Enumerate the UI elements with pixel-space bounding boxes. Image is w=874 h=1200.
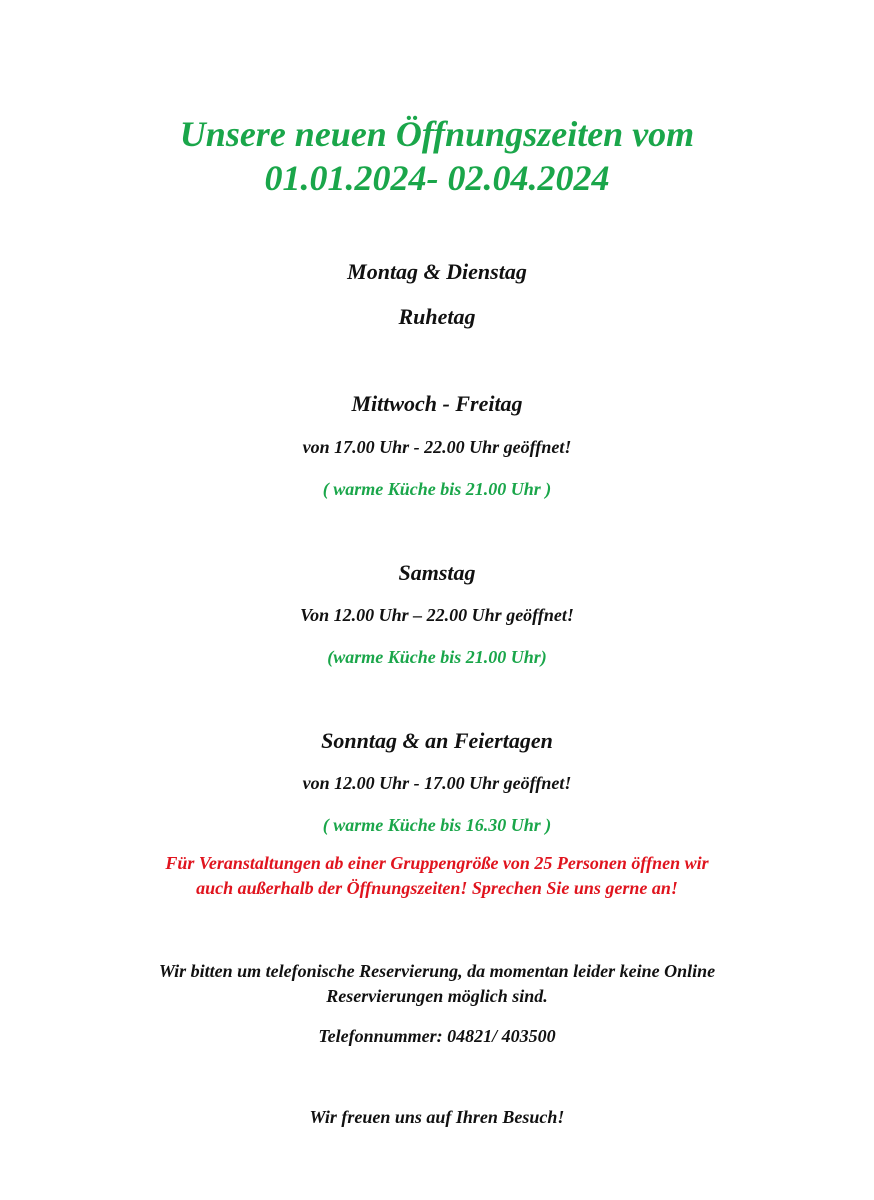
phone-number: Telefonnummer: 04821/ 403500 (318, 1026, 556, 1046)
reservation-notice-line-1: Wir bitten um telefonische Reservierung, da momentan leider keine Online (158, 961, 716, 981)
reservation-notice-line-2: Reservierungen möglich sind. (326, 986, 548, 1006)
opening-hours-wed-fri: von 17.00 Uhr - 22.00 Uhr geöffnet! (302, 437, 572, 457)
events-notice-line-2: auch außerhalb der Öffnungszeiten! Sprechen Sie uns gerne an! (196, 878, 678, 898)
events-notice-line-1: Für Veranstaltungen ab einer Gruppengröße von 25 Personen öffnen wir (165, 853, 709, 873)
opening-hours-saturday: Von 12.00 Uhr – 22.00 Uhr geöffnet! (300, 605, 574, 625)
day-heading-mon-tue: Montag & Dienstag (347, 259, 527, 284)
kitchen-hours-sunday-holidays: ( warme Küche bis 16.30 Uhr ) (322, 815, 552, 835)
day-heading-saturday: Samstag (398, 560, 476, 585)
kitchen-hours-saturday: (warme Küche bis 21.00 Uhr) (327, 647, 547, 667)
kitchen-hours-wed-fri: ( warme Küche bis 21.00 Uhr ) (322, 479, 552, 499)
closed-day-label: Ruhetag (398, 304, 476, 329)
page-title-line-1: Unsere neuen Öffnungszeiten vom (179, 114, 695, 154)
closing-message: Wir freuen uns auf Ihren Besuch! (309, 1107, 565, 1127)
opening-hours-sunday-holidays: von 12.00 Uhr - 17.00 Uhr geöffnet! (302, 773, 572, 793)
page-title-line-2: 01.01.2024- 02.04.2024 (264, 158, 610, 198)
day-heading-wed-fri: Mittwoch - Freitag (351, 391, 523, 416)
day-heading-sunday-holidays: Sonntag & an Feiertagen (321, 728, 553, 753)
